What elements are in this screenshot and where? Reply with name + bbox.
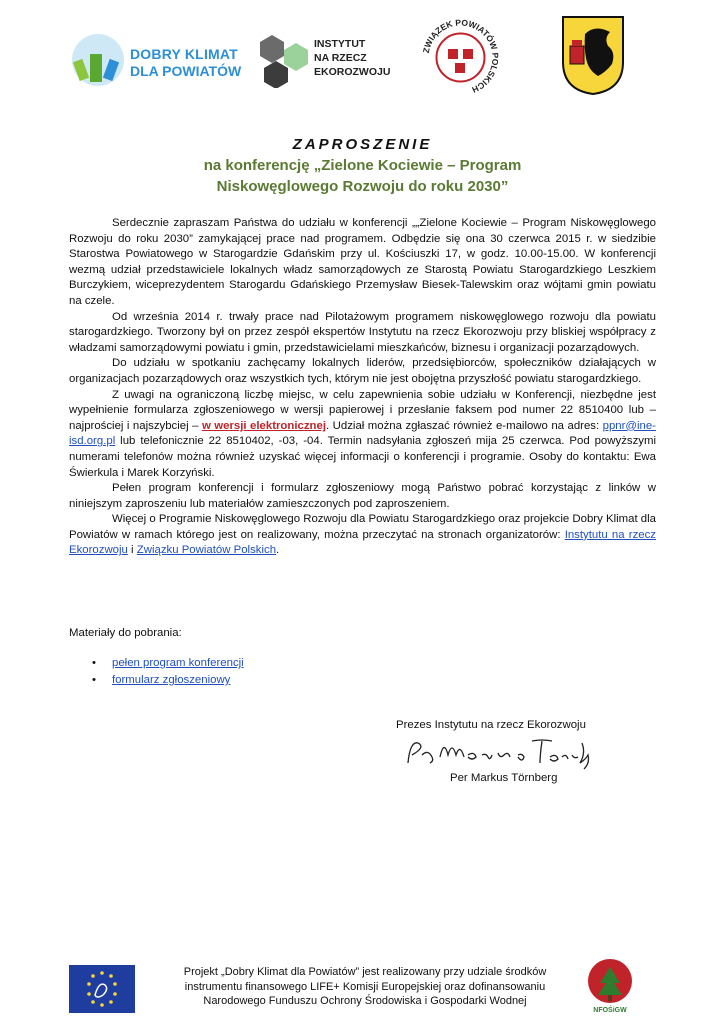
instytut-text-3: EKOROZWOJU <box>314 66 391 78</box>
instytut-link[interactable]: Instytutu na rzecz Ekorozwoju <box>69 528 656 557</box>
paragraph-5: Pełen program konferencji i formularz zgłoszeniowy mogą Państwo pobrać korzystając z linków w niniejszym zaproszeniu lub materiałów zamieszczonych pod zaproszeniem. <box>69 482 656 510</box>
eu-life-logo <box>69 965 135 1013</box>
zpp-link[interactable]: Związku Powiatów Polskich <box>136 544 277 557</box>
instytut-text-2: NA RZECZ <box>314 52 367 64</box>
griffin-crest-icon <box>560 14 626 96</box>
signature-title: Prezes Instytutu na rzecz Ekorozwoju <box>396 719 586 731</box>
footer-line-1: Projekt „Dobry Klimat dla Powiatów” jest realizowany przy udziale środków <box>183 966 547 978</box>
dobry-klimat-text-1: DOBRY KLIMAT <box>130 46 238 62</box>
instytut-text <box>314 37 390 79</box>
title-conference-line-2: Niskowęglowego Rozwoju do roku 2030” <box>216 178 509 195</box>
materials-heading: Materiały do pobrania: <box>69 627 182 639</box>
list-item <box>92 672 244 689</box>
nfosigw-label: NFOŚiGW <box>593 1007 627 1014</box>
paragraph-6-text-b: i <box>127 544 137 557</box>
dobry-klimat-icon <box>68 30 128 90</box>
footer-funding-note <box>150 965 580 1009</box>
paragraph-3: Do udziału w spotkaniu zachęcamy lokalnych liderów, przedsiębiorców, społeczników działających w organizacjach pozarządowych oraz wszystkich tych, którym nie jest obojętna przyszłość powiatu starogardzkiego. <box>69 357 656 385</box>
bullet-icon: • <box>92 657 96 669</box>
zpp-icon <box>418 15 503 100</box>
footer-line-3: Narodowego Funduszu Ochrony Środowiska i Gospodarki Wodnej <box>203 995 527 1007</box>
paragraph-6-text-a: Więcej o Programie Niskowęglowego Rozwoju dla Powiatu Starogardzkiego oraz projekcie Dobry Klimat dla Powiatów w ramach którego jest on realizowany, można przeczytać na stronach organizatorów: <box>69 513 656 541</box>
electronic-form-link[interactable]: w wersji elektronicznej <box>201 419 327 432</box>
instytut-icon <box>260 33 312 88</box>
paragraph-4-text-c: lub telefonicznie 22 8510402, -03, -04. Termin nadsyłania zgłoszeń mija 25 czerwca. Pod powyższymi numerami telefonów można również uzyskać więcej informacji o konferencji i programie. Osoby do kontaktu: Ewa Świerkula i Marek Korzyński. <box>69 435 656 479</box>
instytut-text-1: INSTYTUT <box>314 38 366 50</box>
title-zaproszenie: ZAPROSZENIE <box>292 136 433 153</box>
paragraph-6 <box>69 512 656 559</box>
paragraph-2: Od września 2014 r. trwały prace nad Pilotażowym programem niskowęglowego rozwoju dla powiatu starogardzkiego. Tworzony był on przez zespół ekspertów Instytutu na rzecz Ekorozwoju przy bliskiej współpracy z władzami samorządowymi powiatu i gmin, przedstawicielami mieszkańców, biznesu i organizacji pozarządowych. <box>69 310 656 354</box>
paragraph-4 <box>69 388 656 482</box>
dobry-klimat-logo <box>68 30 242 90</box>
footer-line-2: instrumentu finansowego LIFE+ Komisji Europejskiej oraz dofinansowaniu <box>184 980 546 993</box>
nfosigw-logo <box>580 955 640 1017</box>
header-logos <box>0 0 725 110</box>
dobry-klimat-text-2: DLA POWIATÓW <box>130 63 242 79</box>
letter-body <box>69 216 656 559</box>
paragraph-4-text-b: . Udział można zgłaszać również e-mailowo na adres: <box>326 419 603 432</box>
invitation-title <box>0 136 725 197</box>
instytut-logo <box>260 33 400 93</box>
handwritten-signature <box>400 733 600 773</box>
nfosigw-icon <box>580 955 640 1007</box>
paragraph-4-text-a: Z uwagi na ograniczoną liczbę miejsc, w celu zapewnienia sobie udziału w Konferencji, niezbędne jest wypełnienie formularza zgłoszeniowego w wersji papierowej i przesłanie faksem pod numer 22 8510400 lub – najprościej i najszybciej – <box>69 388 656 432</box>
signature-name: Per Markus Törnberg <box>450 772 558 784</box>
bullet-icon: • <box>92 674 96 686</box>
form-download-link[interactable]: formularz zgłoszeniowy <box>112 674 231 686</box>
paragraph-1: Serdecznie zapraszam Państwa do udziału w konferencji „„Zielone Kociewie – Program Niskowęglowego Rozwoju do roku 2030” zamykającej prace nad programem. Odbędzie się ona 30 czerwca 2015 r. w siedzibie Starostwa Powiatowego w Starogardzie Gdańskim przy ul. Kościuszki 17, w godz. 10.00-15.00. W konferencji wezmą udział przedstawiciele lokalnych władz samorządowych ze Starostą Powiatu Starogardzkiego Leszkiem Burczykiem, wiceprezydentem Starogardu Gdańskiego Przemysław Biesek-Talewskim oraz wójtami gmin powiatu na czele. <box>69 217 656 307</box>
zpp-logo <box>418 15 503 100</box>
zpp-text: ZWIĄZEK POWIATÓW POLSKICH <box>420 17 501 96</box>
list-item <box>92 655 244 672</box>
email-link[interactable]: ppnr@ine-isd.org.pl <box>69 419 656 448</box>
materials-list <box>92 655 244 689</box>
paragraph-6-text-c: . <box>276 544 280 557</box>
program-download-link[interactable]: pełen program konferencji <box>112 657 244 669</box>
coat-of-arms-crest <box>560 14 626 96</box>
title-conference-line-1: na konferencję „Zielone Kociewie – Program <box>203 157 522 174</box>
